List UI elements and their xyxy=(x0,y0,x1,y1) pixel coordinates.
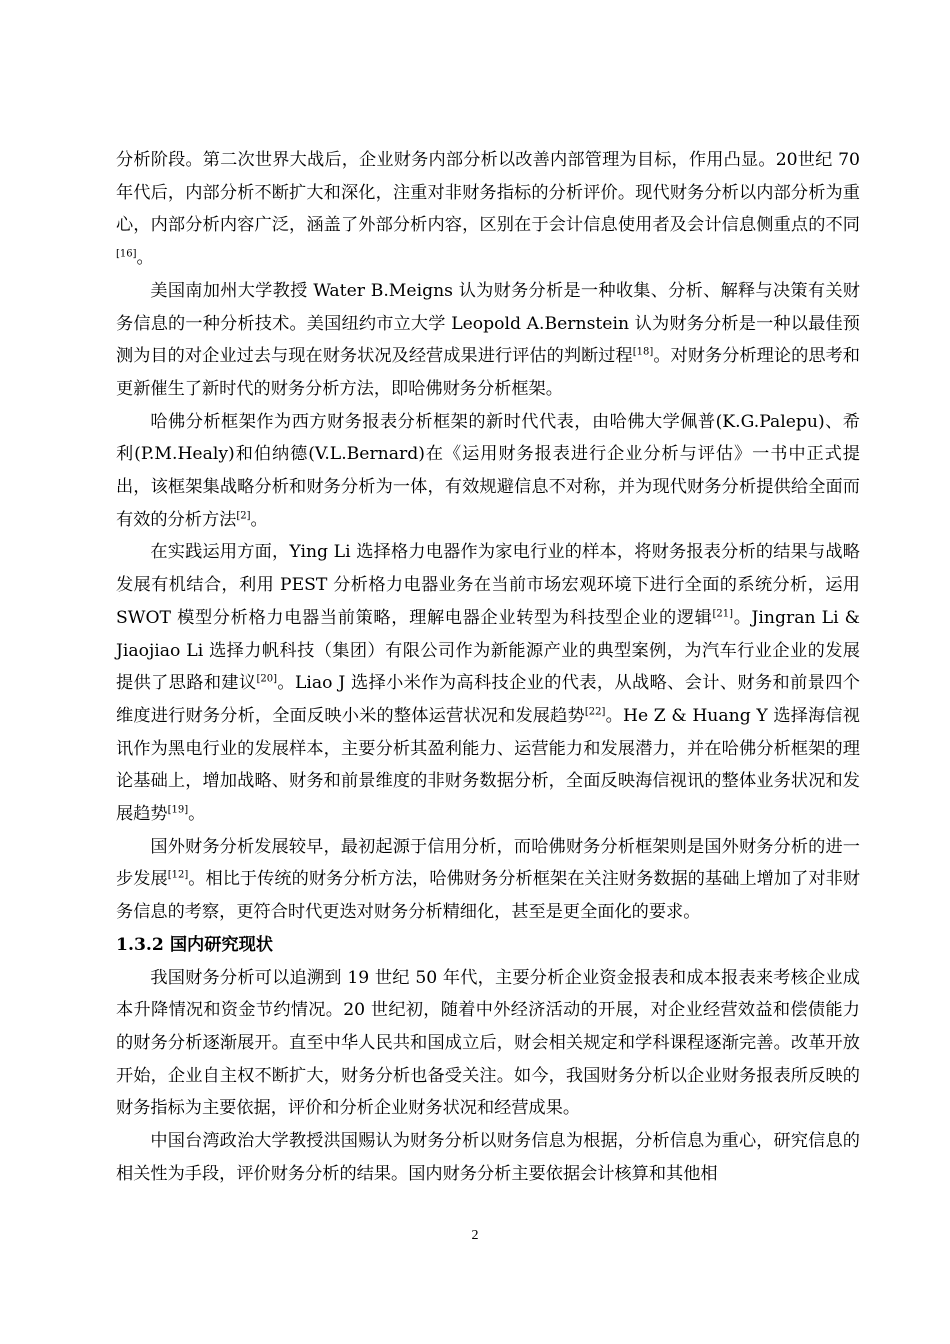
citation: [21] xyxy=(712,608,734,620)
paragraph-4 xyxy=(116,536,860,830)
paragraph-2 xyxy=(116,275,860,406)
text-run: 我国财务分析可以追溯到 19 世纪 50 年代，主要分析企业资金报表和成本报表来考核企业成本升降情况和资金节约情况。20 世纪初，随着中外经济活动的开展，对企业经营效益和偿债能力的财务分析逐渐展开。直至中华人民共和国成立后，财会相关规定和学科课程逐渐完善。改革开放开始，企业自主权不断扩大，财务分析也备受关注。如今，我国财务分析以企业财务报表所反映的财务指标为主要依据，评价和分析企业财务状况和经营成果。 xyxy=(116,967,860,1119)
section-heading: 1.3.2 国内研究现状 xyxy=(116,934,273,955)
text-run: 国外财务分析发展较早，最初起源于信用分析，而哈佛财务分析框架则是国外财务分析的进一步发展 xyxy=(116,836,860,890)
citation: [22] xyxy=(584,706,606,718)
text-run: 。Jingran Li & Jiaojiao Li 选择力帆科技（集团）有限公司作为新能源产业的典型案例，为汽车行业企业的发展提供了思路和建议 xyxy=(116,607,860,694)
paragraph-3 xyxy=(116,406,860,537)
text-run: 。对财务分析理论的思考和更新催生了新时代的财务分析方法，即哈佛财务分析框架。 xyxy=(116,346,860,399)
text-run: 分析阶段。第二次世界大战后，企业财务内部分析以改善内部管理为目标，作用凸显。20世纪 70 年代后，内部分析不断扩大和深化，注重对非财务指标的分析评价。现代财务分析以内部分析为重心，内部分析内容广泛，涵盖了外部分析内容，区别在于会计信息使用者及会计信息侧重点的不同 xyxy=(116,150,860,236)
citation: [18] xyxy=(632,346,654,358)
text-run: 在实践运用方面，Ying Li 选择格力电器作为家电行业的样本，将财务报表分析的结果与战略发展有机结合，利用 PEST 分析格力电器业务在当前市场宏观环境下进行全面的系统分析，运用 SWOT 模型分析格力电器当前策略，理解电器企业转型为科技型企业的逻辑 xyxy=(116,542,860,628)
text-run: 中国台湾政治大学教授洪国赐认为财务分析以财务信息为根据，分析信息为重心，研究信息的相关性为手段，评价财务分析的结果。国内财务分析主要依据会计核算和其他相 xyxy=(116,1131,860,1184)
text-run: 。 xyxy=(136,248,154,269)
page-number: 2 xyxy=(471,1228,479,1243)
text-run: 。相比于传统的财务分析方法，哈佛财务分析框架在关注财务数据的基础上增加了对非财务信息的考察，更符合时代更迭对财务分析精细化，甚至是更全面化的要求。 xyxy=(116,869,860,923)
citation: [2] xyxy=(236,510,251,521)
text-run: 。 xyxy=(188,804,206,825)
citation: [19] xyxy=(167,804,189,816)
paragraph-6 xyxy=(116,962,860,1126)
citation: [12] xyxy=(167,869,189,881)
text-run: 。Liao J 选择小米作为高科技企业的代表，从战略、会计、财务和前景四个维度进行财务分析，全面反映小米的整体运营状况和发展趋势 xyxy=(116,673,860,726)
paragraph-1 xyxy=(116,144,860,275)
text-run: 哈佛分析框架作为西方财务报表分析框架的新时代代表，由哈佛大学佩普(K.G.Palepu)、希利(P.M.Healy)和伯纳德(V.L.Bernard)在《运用财务报表进行企业分析与评估》一书中正式提出，该框架集战略分析和财务分析为一体，有效规避信息不对称，并为现代财务分析提供给全面而有效的分析方法 xyxy=(116,411,860,530)
text-run: 。 xyxy=(250,509,268,530)
paragraph-5 xyxy=(116,831,860,929)
text-run: 美国南加州大学教授 Water B.Meigns 认为财务分析是一种收集、分析、解释与决策有关财务信息的一种分析技术。美国纽约市立大学 Leopold A.Bernstein 认为财务分析是一种以最佳预测为目的对企业过去与现在财务状况及经营成果进行评估的判断过程 xyxy=(116,280,860,367)
body-text xyxy=(116,144,860,1191)
citation: [20] xyxy=(256,673,278,685)
citation: [16] xyxy=(116,248,137,260)
paragraph-7 xyxy=(116,1125,860,1190)
text-run: 。He Z & Huang Y 选择海信视讯作为黑电行业的发展样本，主要分析其盈利能力、运营能力和发展潜力，并在哈佛分析框架的理论基础上，增加战略、财务和前景维度的非财务数据分析，全面反映海信视讯的整体业务状况和发展趋势 xyxy=(116,705,860,825)
